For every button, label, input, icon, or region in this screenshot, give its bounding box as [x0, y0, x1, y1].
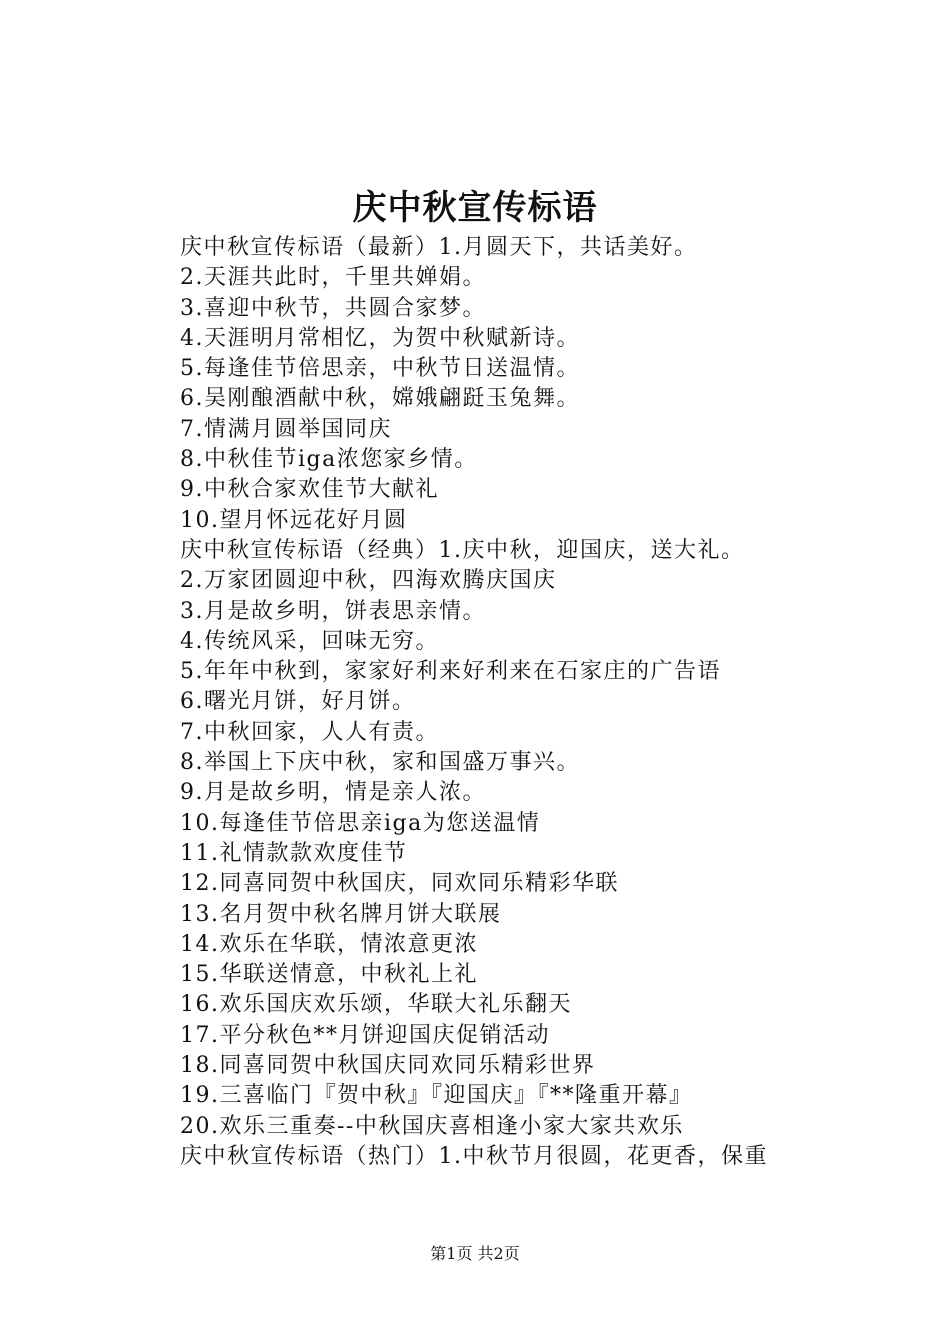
text-line: 庆中秋宣传标语（热门）1.中秋节月很圆，花更香，保重 [180, 1143, 768, 1169]
text-line: 12.同喜同贺中秋国庆，同欢同乐精彩华联 [180, 871, 619, 897]
text-line: 8.中秋佳节iga浓您家乡情。 [180, 447, 478, 473]
document-body [180, 233, 880, 1172]
text-line: 13.名月贺中秋名牌月饼大联展 [180, 901, 502, 927]
text-line: 19.三喜临门『贺中秋』『迎国庆』『**隆重开幕』 [180, 1083, 693, 1109]
text-line: 6.吴刚酿酒献中秋，嫦娥翩跹玉兔舞。 [180, 386, 580, 412]
text-line: 7.情满月圆举国同庆 [180, 416, 392, 442]
text-line: 5.年年中秋到，家家好利来好利来在石家庄的广告语 [180, 659, 721, 685]
text-line: 6.曙光月饼，好月饼。 [180, 689, 416, 715]
text-line: 2.天涯共此时，千里共婵娟。 [180, 265, 486, 291]
text-line: 18.同喜同贺中秋国庆同欢同乐精彩世界 [180, 1053, 596, 1079]
text-line: 15.华联送情意，中秋礼上礼 [180, 962, 478, 988]
text-line: 20.欢乐三重奏--中秋国庆喜相逢小家大家共欢乐 [180, 1113, 684, 1139]
document-title: 庆中秋宣传标语 [352, 188, 598, 228]
text-line: 9.月是故乡明，情是亲人浓。 [180, 780, 486, 806]
text-line: 3.喜迎中秋节，共圆合家梦。 [180, 295, 486, 321]
text-line: 14.欢乐在华联，情浓意更浓 [180, 931, 478, 957]
text-line: 11.礼情款款欢度佳节 [180, 840, 408, 866]
text-line: 3.月是故乡明，饼表思亲情。 [180, 598, 486, 624]
text-line: 10.望月怀远花好月圆 [180, 507, 408, 533]
text-line: 4.传统风采，回味无穷。 [180, 628, 439, 654]
text-line: 16.欢乐国庆欢乐颂，华联大礼乐翻天 [180, 992, 572, 1018]
text-line: 5.每逢佳节倍思亲，中秋节日送温情。 [180, 356, 580, 382]
text-line: 9.中秋合家欢佳节大献礼 [180, 477, 439, 503]
text-line: 2.万家团圆迎中秋，四海欢腾庆国庆 [180, 568, 557, 594]
text-line: 4.天涯明月常相忆，为贺中秋赋新诗。 [180, 325, 580, 351]
text-line: 7.中秋回家，人人有责。 [180, 719, 439, 745]
text-line: 庆中秋宣传标语（最新）1.月圆天下，共话美好。 [180, 235, 698, 260]
text-line: 庆中秋宣传标语（经典）1.庆中秋，迎国庆，送大礼。 [180, 537, 745, 563]
text-line: 17.平分秋色**月饼迎国庆促销活动 [180, 1022, 550, 1048]
page-number-footer: 第1页 共2页 [430, 1244, 520, 1263]
text-line: 10.每逢佳节倍思亲iga为您送温情 [180, 810, 541, 836]
text-line: 8.举国上下庆中秋，家和国盛万事兴。 [180, 750, 580, 776]
